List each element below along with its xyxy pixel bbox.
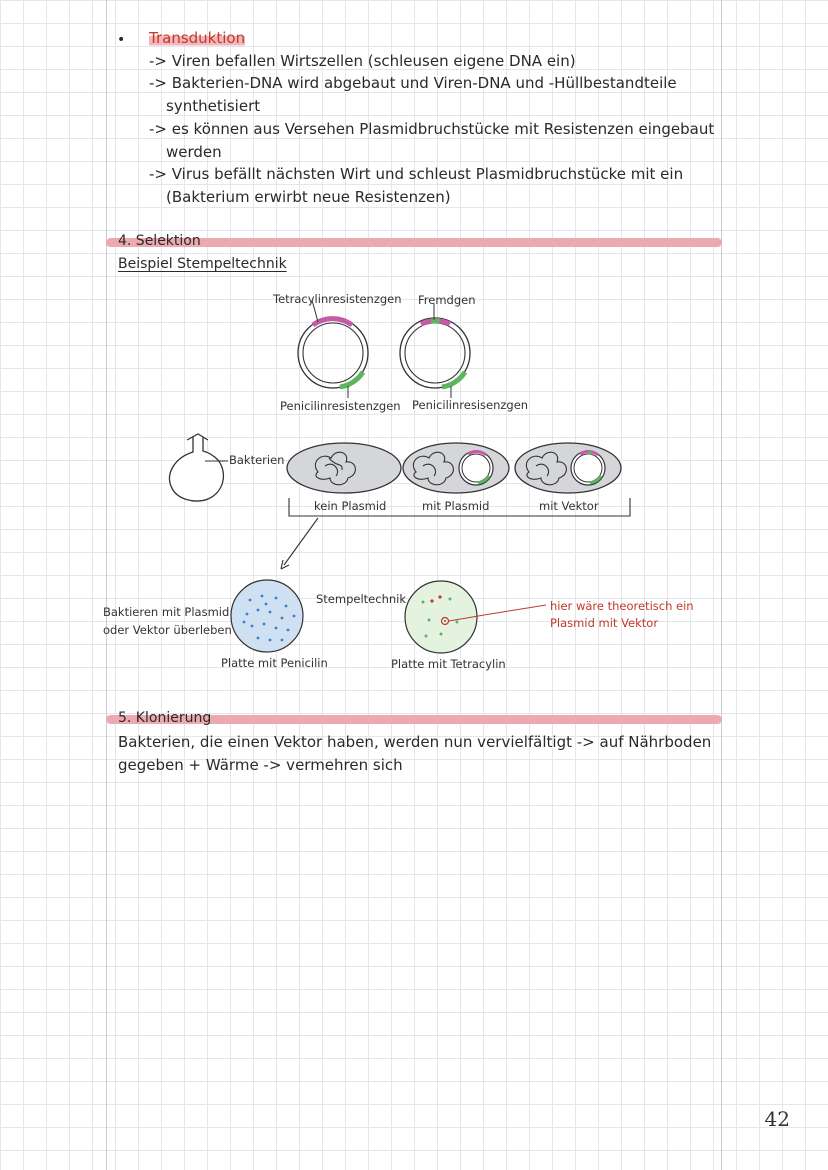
plate-penicilin-icon (231, 580, 303, 652)
label-survive-line-2: oder Vektor überleben (103, 623, 232, 637)
text-line: werden (166, 143, 222, 161)
text-line: Bakterien, die einen Vektor haben, werden nun vervielfältigt -> auf Nährboden (118, 733, 712, 751)
text-line: -> Viren befallen Wirtszellen (schleusen eigene DNA ein) (149, 52, 576, 70)
bacterium-icon-3 (515, 443, 621, 493)
selektion-subheading: Beispiel Stempeltechnik (118, 256, 287, 272)
selektion-heading: 4. Selektion (118, 233, 201, 249)
text-line: gegeben + Wärme -> vermehren sich (118, 756, 403, 774)
label-plate-penicilin: Platte mit Penicilin (221, 656, 328, 670)
text-line: synthetisiert (166, 97, 261, 115)
bacterium-icon-2 (403, 443, 509, 493)
label-tetracyclin-gene: Tetracylinresistenzgen (273, 292, 402, 306)
label-stempeltechnik: Stempeltechnik (316, 592, 406, 606)
plasmid-icon-2 (400, 304, 470, 398)
label-bakterien: Bakterien (229, 453, 285, 467)
label-fremdgen: Fremdgen (418, 293, 476, 307)
bullet: • (117, 32, 126, 48)
label-plate-tetracyclin: Platte mit Tetracylin (391, 657, 506, 671)
plate-tetracyclin-icon (405, 581, 546, 653)
plasmid-icon-1 (298, 300, 368, 398)
label-penicilin-gene-2: Penicilinresisenzgen (412, 398, 529, 412)
page-number: 42 (764, 1107, 790, 1131)
klonierung-heading: 5. Klonierung (118, 710, 212, 726)
text-line: -> Bakterien-DNA wird abgebaut und Viren-DNA und -Hüllbestandteile (149, 74, 677, 92)
transduktion-heading: Transduktion (149, 29, 246, 47)
note-line-1: hier wäre theoretisch ein (550, 599, 694, 613)
text-line: -> Virus befällt nächsten Wirt und schleust Plasmidbruchstücke mit ein (149, 165, 684, 183)
text-line: -> es können aus Versehen Plasmidbruchstücke mit Resistenzen eingebaut (149, 120, 715, 138)
note-line-2: Plasmid mit Vektor (550, 616, 659, 630)
bacterium-icon-1 (287, 443, 401, 493)
label-mit-vektor: mit Vektor (539, 499, 599, 513)
label-kein-plasmid: kein Plasmid (314, 499, 387, 513)
label-survive-line-1: Baktieren mit Plasmid (103, 605, 230, 619)
label-mit-plasmid: mit Plasmid (422, 499, 490, 513)
text-line: (Bakterium erwirbt neue Resistenzen) (166, 188, 451, 206)
flask-icon (170, 434, 228, 501)
label-penicilin-gene-1: Penicilinresistenzgen (280, 399, 401, 413)
